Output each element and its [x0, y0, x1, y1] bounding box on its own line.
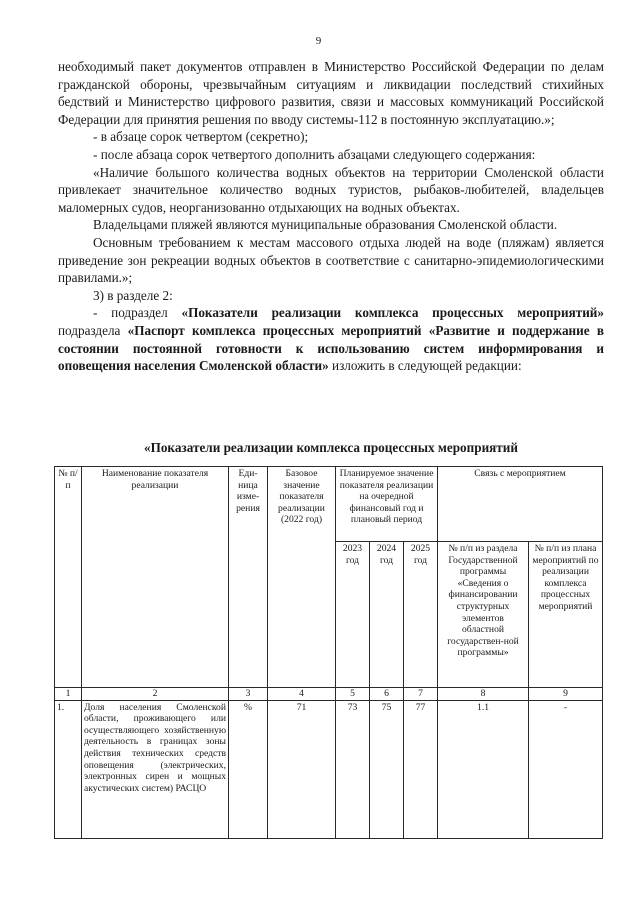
- column-number: 4: [268, 688, 336, 701]
- header-base: Базовое значение показателя реализации (2022 год): [268, 467, 336, 688]
- column-number: 7: [404, 688, 438, 701]
- row-unit: %: [229, 700, 268, 838]
- row-link-plan: -: [529, 700, 603, 838]
- table-row: [55, 700, 603, 838]
- row-indicator-name: Доля населения Смоленской области, проживающего или осуществляющего хозяйственную деятельность в границах зоны действия технических средств оповещения (электрических, электронных сирен и мощных акустических систем) РАСЦО: [82, 700, 229, 838]
- column-number-row: [55, 688, 603, 701]
- paragraph: необходимый пакет документов отправлен в Министерство Российской Федерации по делам гражданской обороны, чрезвычайным ситуациям и ликвидации последствий стихийных бедствий и Министерство цифрового развития, связи и массовых коммуникаций Российской Федерации для принятия решения по вводу системы-112 в постоянную эксплуатацию.»;: [58, 59, 604, 127]
- paragraph: Владельцами пляжей являются муниципальные образования Смоленской области.: [93, 217, 558, 233]
- column-number: 5: [336, 688, 370, 701]
- column-number: 2: [82, 688, 229, 701]
- header-link-state-program: № п/п из раздела Государственной программы «Сведения о финансировании структурных элементов областной государствен-ной программы»: [438, 542, 529, 688]
- paragraph: «Наличие большого количества водных объектов на территории Смоленской области привлекает значительное количество водных туристов, рыбаков-любителей, владельцев маломерных судов, неорганизованно отдыхающих на водных объектах.: [58, 164, 604, 215]
- instruction-suffix: изложить в следующей редакции:: [328, 358, 522, 374]
- instruction-passport-title: «Паспорт комплекса процессных мероприятий «Развитие и поддержание в состоянии постоянной готовности к использованию систем информирования и оповещения населения Смоленской области»: [58, 322, 604, 374]
- header-year: 2025 год: [404, 542, 438, 688]
- header-link-plan: № п/п из плана мероприятий по реализации комплекса процессных мероприятий: [529, 542, 603, 688]
- row-base-value: 71: [268, 700, 336, 838]
- header-unit: Еди-ница изме-рения: [229, 467, 268, 688]
- row-link-state-program: 1.1: [438, 700, 529, 838]
- column-number: 3: [229, 688, 268, 701]
- paragraph: - в абзаце сорок четвертом (секретно);: [93, 129, 309, 145]
- row-value-2023: 73: [336, 700, 370, 838]
- instruction-prefix: - подраздел: [93, 305, 182, 321]
- row-value-2024: 75: [370, 700, 404, 838]
- column-number: 6: [370, 688, 404, 701]
- table-header-row: [55, 467, 603, 542]
- header-num: № п/п: [55, 467, 82, 688]
- instruction-middle: подраздела: [58, 322, 128, 338]
- row-num: 1.: [55, 700, 82, 838]
- subsection-instruction: [58, 304, 604, 374]
- header-year: 2023 год: [336, 542, 370, 688]
- header-link: Связь с мероприятием: [438, 467, 603, 542]
- row-value-2025: 77: [404, 700, 438, 838]
- table-title: «Показатели реализации комплекса процессных мероприятий: [143, 440, 518, 455]
- paragraph: 3) в разделе 2:: [93, 287, 173, 303]
- column-number: 8: [438, 688, 529, 701]
- instruction-subsection-title: «Показатели реализации комплекса процессных мероприятий»: [181, 305, 604, 321]
- document-body: [58, 58, 604, 375]
- header-year: 2024 год: [370, 542, 404, 688]
- page-number: 9: [315, 35, 322, 47]
- column-number: 1: [55, 688, 82, 701]
- header-planned: Планируемое значение показателя реализации на очередной финансовый год и плановый период: [336, 467, 438, 542]
- paragraph: - после абзаца сорок четвертого дополнить абзацами следующего содержания:: [93, 146, 536, 162]
- column-number: 9: [529, 688, 603, 701]
- indicators-table: [54, 466, 603, 839]
- header-name: Наименование показателя реализации: [82, 467, 229, 688]
- paragraph: Основным требованием к местам массового отдыха людей на воде (пляжам) является приведение зон рекреации водных объектов в соответствие с санитарно-эпидемиологическими правилами.»;: [58, 234, 604, 286]
